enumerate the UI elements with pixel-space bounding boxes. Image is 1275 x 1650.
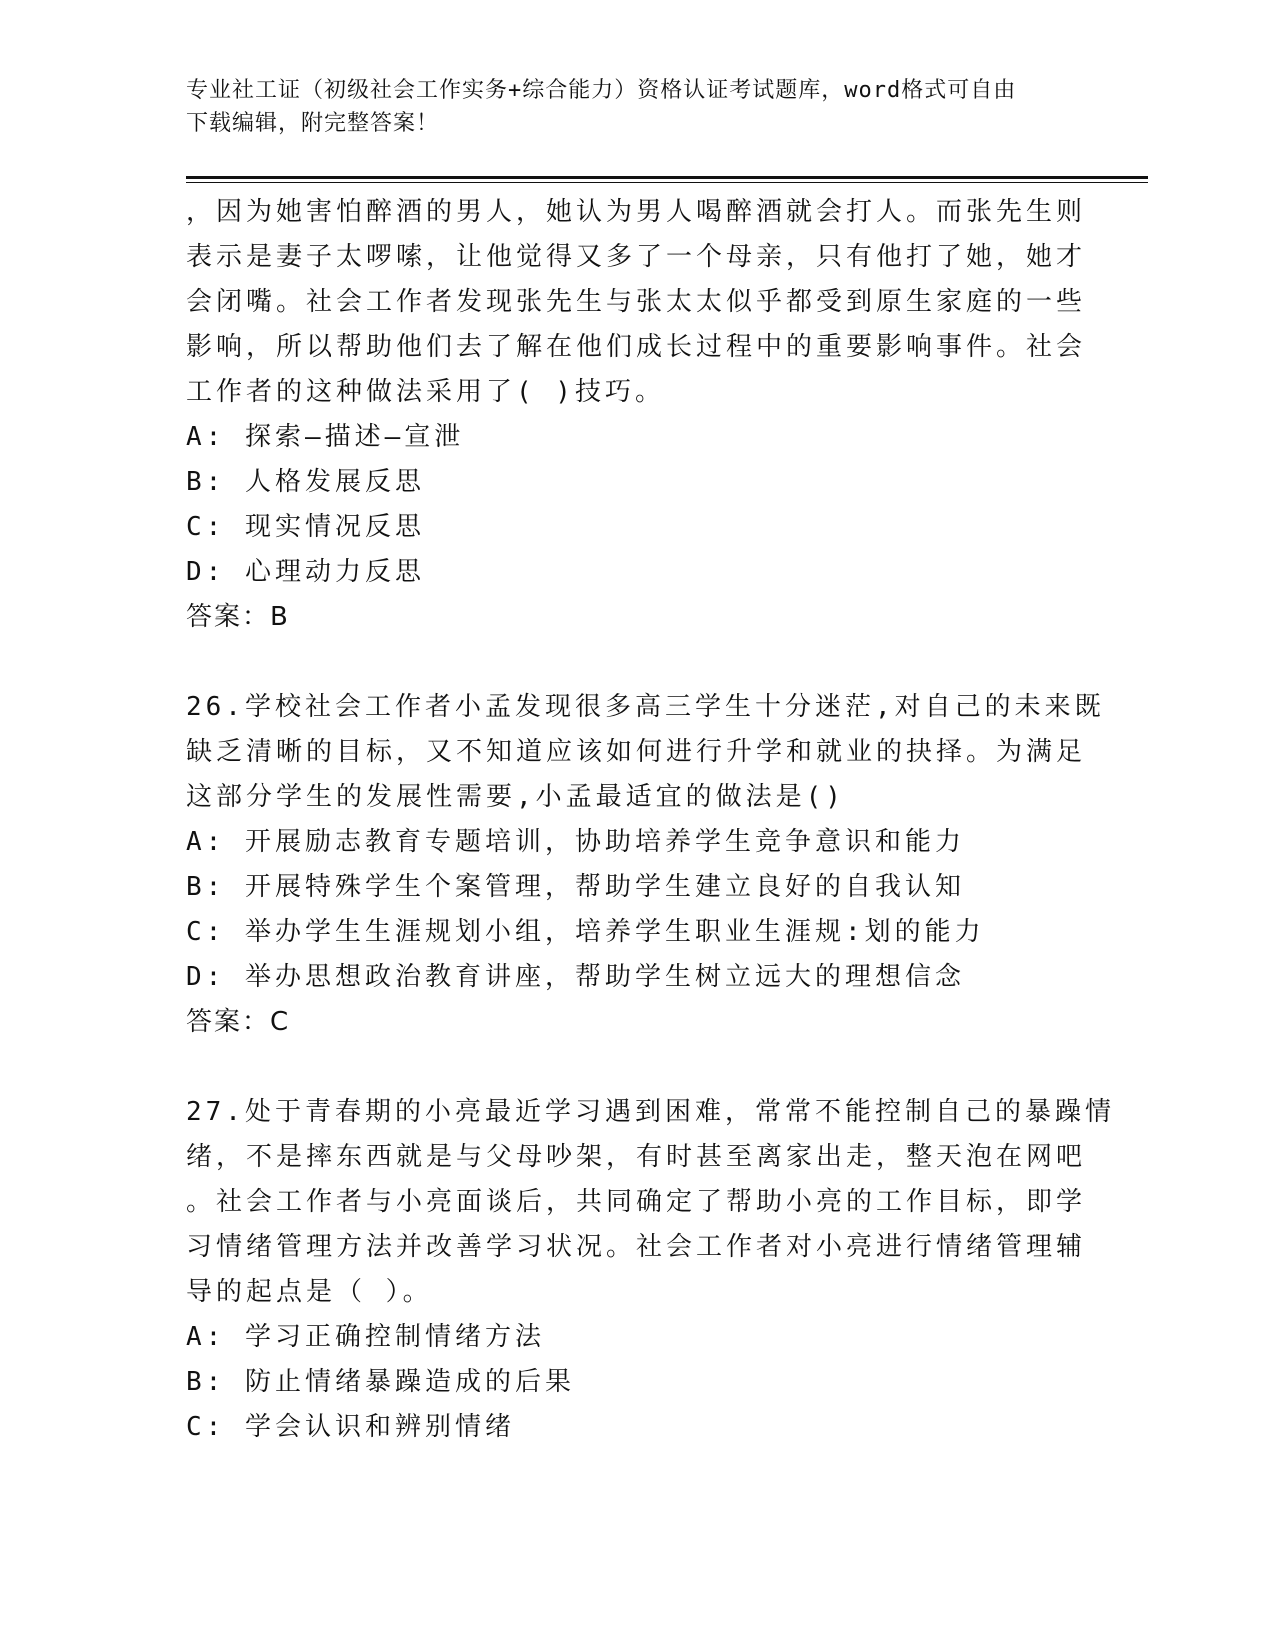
option-b: B: 人格发展反思 [186,467,425,497]
question-text-line: 会闭嘴。社会工作者发现张先生与张太太似乎都受到原生家庭的一些 [186,287,1087,317]
header-line-2: 下载编辑，附完整答案！ [186,111,440,136]
answer-label: 答案：C [186,1007,291,1037]
header-line-1: 专业社工证（初级社会工作实务+综合能力）资格认证考试题库，word格式可自由 [186,78,1017,103]
option-a: A: 探索—描述—宣泄 [186,422,465,452]
option-b: B: 开展特殊学生个案管理，帮助学生建立良好的自我认知 [186,872,965,902]
header-divider-thin [186,182,1148,183]
option-d: D: 举办思想政治教育讲座，帮助学生树立远大的理想信念 [186,962,965,992]
question-text-line: ，因为她害怕醉酒的男人，她认为男人喝醉酒就会打人。而张先生则 [186,197,1087,227]
question-text-line: 工作者的这种做法采用了( )技巧。 [186,377,665,407]
question-text-line: 26.学校社会工作者小孟发现很多高三学生十分迷茫,对自己的未来既 [186,692,1105,722]
question-text-line: 表示是妻子太啰嗦，让他觉得又多了一个母亲，只有他打了她，她才 [186,242,1087,272]
question-text-line: 影响，所以帮助他们去了解在他们成长过程中的重要影响事件。社会 [186,332,1087,362]
question-text-line: 27.处于青春期的小亮最近学习遇到困难，常常不能控制自己的暴躁情 [186,1097,1115,1127]
option-a: A: 开展励志教育专题培训，协助培养学生竞争意识和能力 [186,827,965,857]
spacer [186,640,1086,685]
option-c: C: 举办学生生涯规划小组，培养学生职业生涯规:划的能力 [186,917,985,947]
question-text-line: 导的起点是（ ）。 [186,1277,433,1307]
option-c: C: 学会认识和辨别情绪 [186,1412,515,1442]
option-a: A: 学习正确控制情绪方法 [186,1322,545,1352]
option-d: D: 心理动力反思 [186,557,425,587]
question-text-line: 这部分学生的发展性需要,小孟最适宜的做法是() [186,782,845,812]
question-25 [186,190,1086,640]
option-b: B: 防止情绪暴躁造成的后果 [186,1367,575,1397]
question-text-line: 绪，不是摔东西就是与父母吵架，有时甚至离家出走，整天泡在网吧 [186,1142,1087,1172]
question-27 [186,1090,1115,1450]
document-header [186,74,1066,140]
question-text-line: 。社会工作者与小亮面谈后，共同确定了帮助小亮的工作目标，即学 [186,1187,1087,1217]
question-content [186,190,1115,1450]
question-26 [186,685,1105,1045]
question-text-line: 缺乏清晰的目标，又不知道应该如何进行升学和就业的抉择。为满足 [186,737,1087,767]
answer-label: 答案：B [186,602,290,632]
option-c: C: 现实情况反思 [186,512,425,542]
spacer [186,1045,1086,1090]
header-divider-thick [186,176,1148,179]
question-text-line: 习情绪管理方法并改善学习状况。社会工作者对小亮进行情绪管理辅 [186,1232,1087,1262]
